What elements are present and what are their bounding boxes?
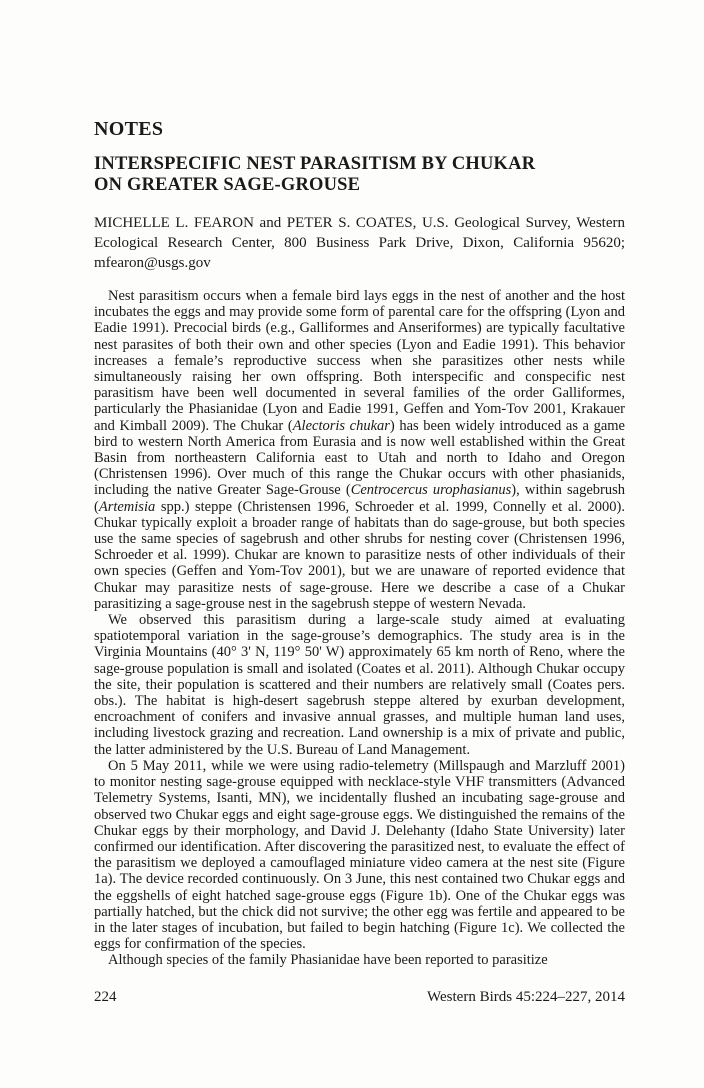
paragraph-text: Although species of the family Phasianidae have been reported to parasitize [108,952,548,969]
paragraph-text: Nest parasitism occurs when a female bird lays eggs in the nest of another and the host incubates the eggs and may provide some form of parental care for the offspring (Lyon and Eadie 1991). Precocial birds (e.g., Galliformes and Anseriformes) are typically facultative nest parasites of both their own and other species (Lyon and Eadie 1991). This behavior increases a female’s reproductive success when she parasitizes other nests while simultaneously raising her own offspring. Both interspecific and conspecific nest parasitism have been well documented in several families of the order Galliformes, particularly the Phasianidae (Lyon and Eadie 1991, Geffen and Yom-Tov 2001, Krakauer and Kimball 2009). The Chukar ( [94,288,625,434]
body-paragraph [94,758,625,952]
article-title-line2: ON GREATER SAGE-GROUSE [94,175,361,195]
scientific-name: Centrocercus urophasianus [350,482,512,499]
page-number: 224 [94,988,117,1005]
paragraph-text: spp.) steppe (Christensen 1996, Schroeder et al. 1999, Connelly et al. 2000). Chukar typically exploit a broader range of habitats than do sage-grouse, but both species use the same species of sagebrush and other shrubs for nesting cover (Christensen 1996, Schroeder et al. 1999). Chukar are known to parasitize nests of other individuals of their own species (Geffen and Yom-Tov 2001), but we are unaware of reported evidence that Chukar may parasitize nests of sage-grouse. Here we describe a case of a Chukar parasitizing a sage-grouse nest in the sagebrush steppe of western Nevada. [94,498,625,612]
body-paragraph [94,288,625,612]
page-footer [94,988,625,1006]
section-heading: NOTES [94,118,164,140]
journal-citation: Western Birds 45:224–227, 2014 [427,988,625,1005]
scientific-name: Artemisia [98,498,156,515]
paragraph-text: ), within sagebrush ( [94,482,626,515]
author-byline: MICHELLE L. FEARON and PETER S. COATES, U.S. Geological Survey, Western Ecological Research Center, 800 Business Park Drive, Dixon, California 95620; mfearon@usgs.gov [94,215,625,271]
paragraph-text: On 5 May 2011, while we were using radio-telemetry (Millspaugh and Marzluff 2001) to monitor nesting sage-grouse equipped with necklace-style VHF transmitters (Advanced Telemetry Systems, Isanti, MN), we incidentally flushed an incubating sage-grouse and observed two Chukar eggs and eight sage-grouse eggs. We distinguished the remains of the Chukar eggs by their morphology, and David J. Delehanty (Idaho State University) later confirmed our identification. After discovering the parasitized nest, to evaluate the effect of the parasitism we deployed a camouflaged miniature video camera at the nest site (Figure 1a). The device recorded continuously. On 3 June, this nest contained two Chukar eggs and the eggshells of eight hatched sage-grouse eggs (Figure 1b). One of the Chukar eggs was partially hatched, but the chick did not survive; the other egg was fertile and appeared to be in the later stages of incubation, but failed to begin hatching (Figure 1c). We collected the eggs for confirmation of the species. [94,757,625,953]
body-paragraph [94,952,625,968]
body-paragraph [94,612,625,758]
article-title [94,154,625,196]
article-body [94,288,625,969]
scientific-name: Alectoris chukar [292,417,390,434]
paragraph-text: ) has been widely introduced as a game bird to western North America from Eurasia and is now well established within the Great Basin from northeastern California east to Utah and north to Idaho and Oregon (Christensen 1996). Over much of this range the Chukar occurs with other phasianids, including the native Greater Sage-Grouse ( [94,417,625,499]
paragraph-text: We observed this parasitism during a large-scale study aimed at evaluating spatiotemporal variation in the sage-grouse’s demographics. The study area is in the Virginia Mountains (40° 3' N, 119° 50' W) approximately 65 km north of Reno, where the sage-grouse population is small and isolated (Coates et al. 2011). Although Chukar occupy the site, their population is scattered and their numbers are relatively small (Coates pers. obs.). The habitat is high-desert sagebrush steppe altered by exurban development, encroachment of conifers and invasive annual grasses, and multiple human land uses, including livestock grazing and recreation. Land ownership is a mix of private and public, the latter administered by the U.S. Bureau of Land Management. [94,612,625,758]
article-title-line1: INTERSPECIFIC NEST PARASITISM BY CHUKAR [94,154,536,174]
